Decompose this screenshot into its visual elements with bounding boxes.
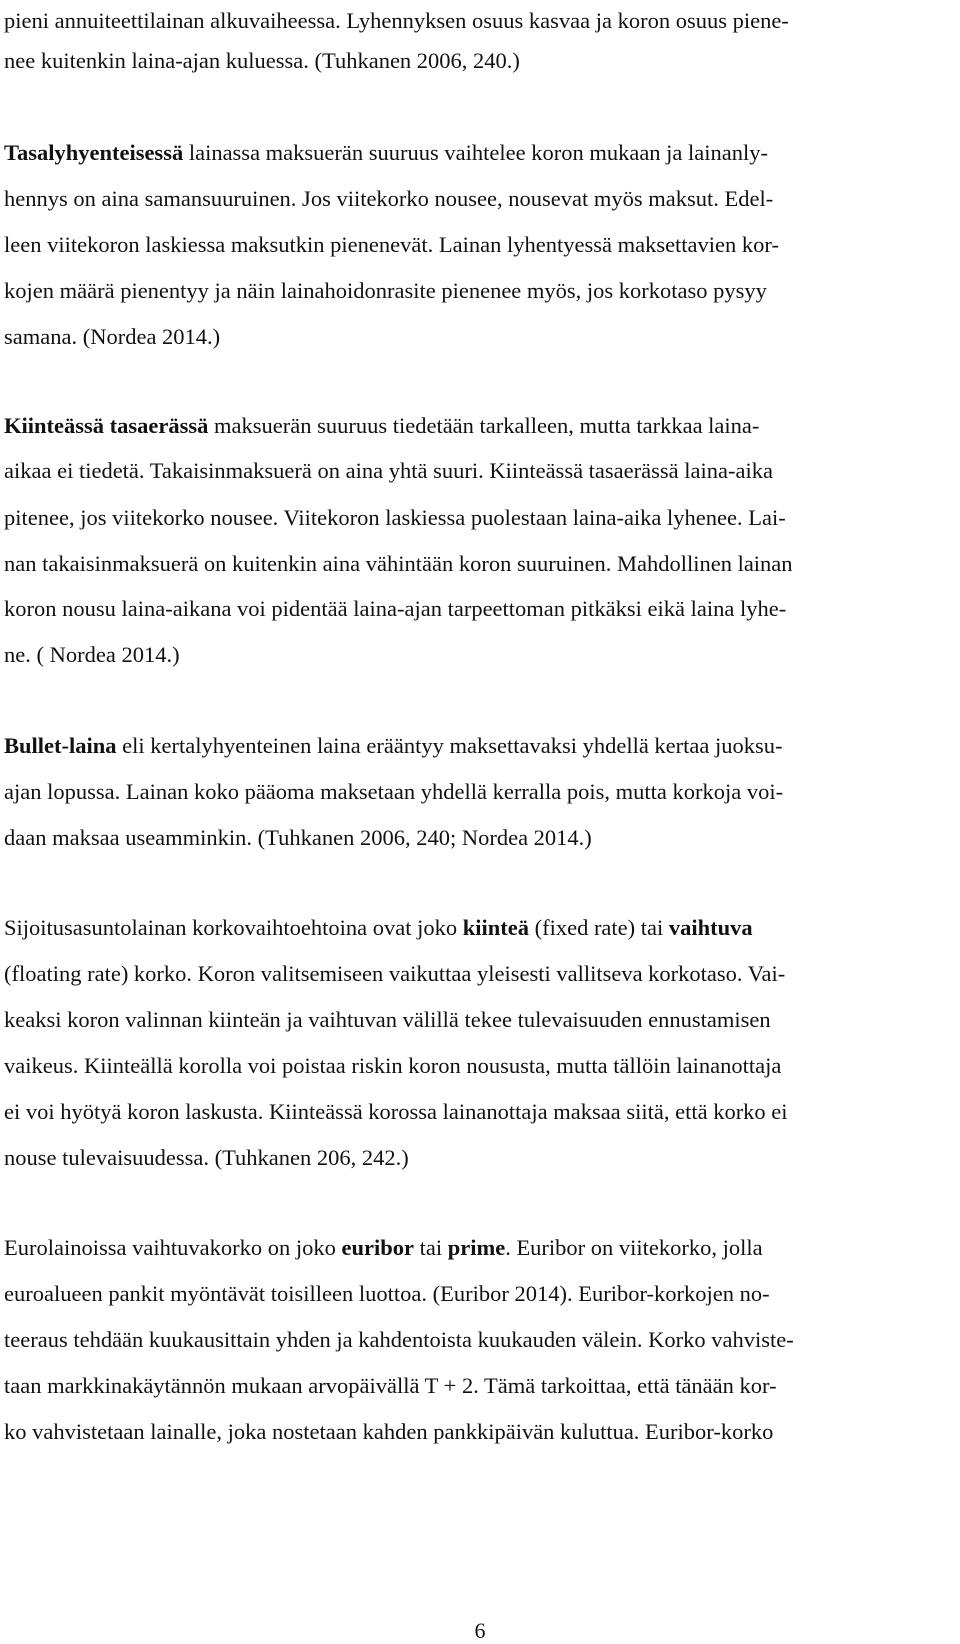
text-line xyxy=(4,1143,409,1173)
bold-term: Kiinteässä tasaerässä xyxy=(4,413,209,438)
text-run: kojen määrä pienentyy ja näin lainahoidonrasite pienenee myös, jos korkotaso pysyy xyxy=(4,278,767,303)
text-run: pitenee, jos viitekorko nousee. Viitekoron laskiessa puolestaan laina-aika lyhenee. Lai- xyxy=(4,505,786,530)
text-line xyxy=(4,913,753,943)
text-line xyxy=(4,777,783,807)
text-run: daan maksaa useamminkin. (Tuhkanen 2006, 240; Nordea 2014.) xyxy=(4,825,592,850)
text-run: nee kuitenkin laina-ajan kuluessa. (Tuhkanen 2006, 240.) xyxy=(4,48,520,73)
text-run: nan takaisinmaksuerä on kuitenkin aina vähintään koron suuruinen. Mahdollinen lainan xyxy=(4,551,793,576)
text-run: keaksi koron valinnan kiinteän ja vaihtuvan välillä tekee tulevaisuuden ennustamisen xyxy=(4,1007,771,1032)
text-line xyxy=(4,1233,763,1263)
page-number: 6 xyxy=(474,1618,486,1643)
text-line xyxy=(4,322,220,352)
text-line xyxy=(4,959,785,989)
text-run: aikaa ei tiedetä. Takaisinmaksuerä on aina yhtä suuri. Kiinteässä tasaerässä laina-aika xyxy=(4,458,773,483)
text-run: vaikeus. Kiinteällä korolla voi poistaa riskin koron noususta, mutta tällöin lainanottaja xyxy=(4,1053,782,1078)
text-line xyxy=(4,640,180,670)
text-run: samana. (Nordea 2014.) xyxy=(4,324,221,349)
text-line xyxy=(4,411,759,441)
text-run: ne. ( Nordea 2014.) xyxy=(4,642,180,667)
text-run: nouse tulevaisuudessa. (Tuhkanen 206, 242.) xyxy=(4,1145,409,1170)
bold-term: Bullet-laina xyxy=(4,733,117,758)
bold-term: kiinteä xyxy=(462,915,529,940)
text-line xyxy=(4,230,779,260)
text-run: ei voi hyötyä koron laskusta. Kiinteässä korossa lainanottaja maksaa siitä, että korko ei xyxy=(4,1099,788,1124)
text-line xyxy=(4,138,768,168)
text-run: . Euribor on viitekorko, jolla xyxy=(505,1235,763,1260)
text-line xyxy=(4,1279,770,1309)
bold-term: prime xyxy=(447,1235,506,1260)
text-line xyxy=(4,1371,777,1401)
text-line xyxy=(4,6,789,36)
text-run: Sijoitusasuntolainan korkovaihtoehtoina ovat joko xyxy=(4,915,463,940)
text-run: taan markkinakäytännön mukaan arvopäivällä T + 2. Tämä tarkoittaa, että tänään kor- xyxy=(4,1373,777,1398)
text-run: eli kertalyhyenteinen laina erääntyy maksettavaksi yhdellä kertaa juoksu- xyxy=(116,733,783,758)
text-run: maksuerän suuruus tiedetään tarkalleen, mutta tarkkaa laina- xyxy=(208,413,760,438)
text-run: hennys on aina samansuuruinen. Jos viitekorko nousee, nousevat myös maksut. Edel- xyxy=(4,186,774,211)
text-run: ajan lopussa. Lainan koko pääoma maksetaan yhdellä kerralla pois, mutta korkoja voi- xyxy=(4,779,784,804)
text-run: leen viitekoron laskiessa maksutkin pienenevät. Lainan lyhentyessä maksettavien kor- xyxy=(4,232,779,257)
text-line xyxy=(4,1325,794,1355)
text-line xyxy=(4,456,773,486)
text-line xyxy=(4,1051,781,1081)
text-line xyxy=(4,503,786,533)
text-run: euroalueen pankit myöntävät toisilleen luottoa. (Euribor 2014). Euribor-korkojen no- xyxy=(4,1281,770,1306)
text-run: pieni annuiteettilainan alkuvaiheessa. Lyhennyksen osuus kasvaa ja koron osuus piene- xyxy=(4,8,789,33)
bold-term: euribor xyxy=(341,1235,414,1260)
text-line xyxy=(4,823,592,853)
text-run: teeraus tehdään kuukausittain yhden ja kahdentoista kuukauden välein. Korko vahviste- xyxy=(4,1327,794,1352)
text-run: ko vahvistetaan lainalle, joka nostetaan kahden pankkipäivän kuluttua. Euribor-korko xyxy=(4,1419,774,1444)
bold-term: Tasalyhyenteisessä xyxy=(4,140,184,165)
text-line xyxy=(4,1097,788,1127)
text-run: koron nousu laina-aikana voi pidentää laina-ajan tarpeettoman pitkäksi eikä laina lyhe- xyxy=(4,596,787,621)
text-line xyxy=(4,731,783,761)
text-line xyxy=(4,549,793,579)
text-line xyxy=(4,46,520,76)
text-line xyxy=(4,1005,771,1035)
text-run: Eurolainoissa vaihtuvakorko on joko xyxy=(4,1235,342,1260)
text-run: (fixed rate) tai xyxy=(528,915,669,940)
text-line xyxy=(4,276,767,306)
text-line xyxy=(4,1417,773,1447)
bold-term: vaihtuva xyxy=(668,915,753,940)
text-line xyxy=(4,594,786,624)
text-run: tai xyxy=(413,1235,448,1260)
text-line xyxy=(4,184,773,214)
text-run: lainassa maksuerän suuruus vaihtelee koron mukaan ja lainanly- xyxy=(183,140,769,165)
text-run: (floating rate) korko. Koron valitsemiseen vaikuttaa yleisesti vallitseva korkotaso. Vai- xyxy=(4,961,786,986)
